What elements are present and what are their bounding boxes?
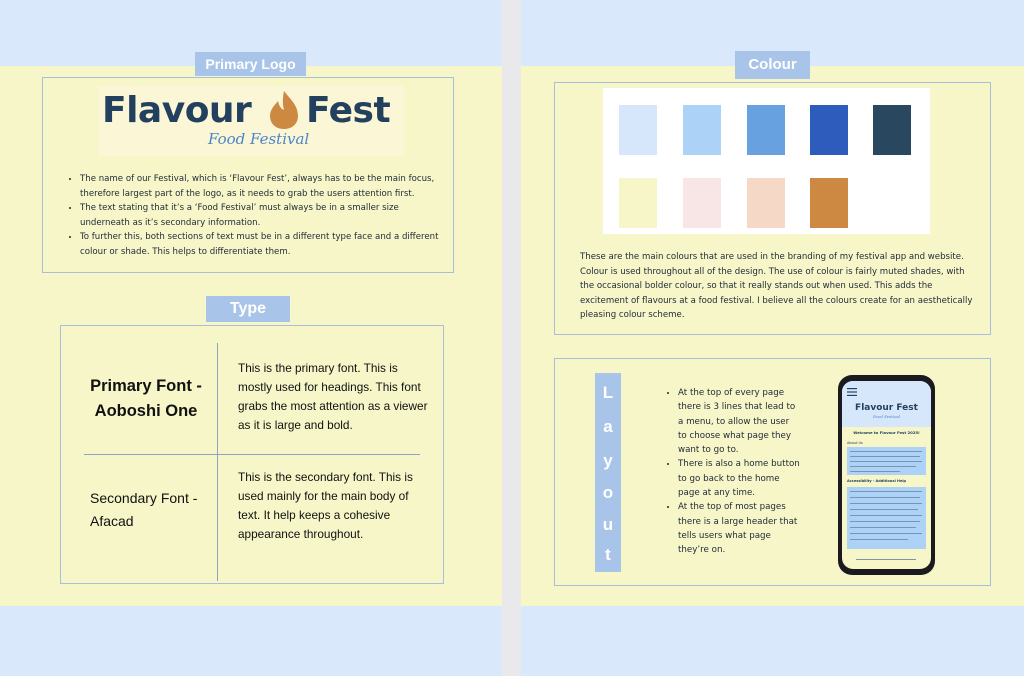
- menu-icon: [847, 388, 857, 396]
- bottom-band: [521, 606, 1024, 676]
- logo-word-fest: Fest: [306, 90, 391, 131]
- phone-access-heading: Accessibility - Additional Help: [847, 479, 907, 483]
- logo-word-flavour: Flavour: [102, 90, 252, 131]
- phone-about-block: [847, 447, 926, 475]
- colour-swatch: [810, 105, 848, 155]
- list-item: • To further this, both sections of text must be in a different type face and a different colour or shade. This helps to differentiate them.: [80, 230, 440, 259]
- secondary-font-label: Secondary Font - Afacad: [90, 490, 198, 529]
- type-tag: Type: [206, 296, 290, 322]
- phone-access-block: [847, 487, 926, 549]
- logo-title: [102, 90, 391, 131]
- colour-swatch: [619, 105, 657, 155]
- phone-logo: Flavour Fest: [855, 403, 918, 413]
- colour-description: These are the main colours that are used in the branding of my festival app and website. Colour is used throughout all of the design. The use of colour is fairly muted shades, with the occasional bolder colour, so that it really stands out when used. This adds the excitement of flavours at a food festival. I believe all the colours create for an aesthetically pleasing colour scheme.: [580, 252, 973, 321]
- layout-bullets: [660, 386, 800, 558]
- list-item: • At the top of every page there is 3 lines that lead to a menu, to allow the user to choose what page they want to go to.: [678, 386, 800, 457]
- layout-tag-letter: o: [602, 483, 614, 502]
- phone-footer-line: [856, 559, 916, 560]
- layout-tag-letter: t: [605, 545, 611, 564]
- colour-tag: Colour: [735, 51, 810, 79]
- layout-tag-letter: L: [602, 383, 614, 402]
- primary-font-label: Primary Font - Aoboshi One: [90, 377, 202, 420]
- flavour-fest-logo: [98, 86, 404, 156]
- phone-about-heading: About Us: [847, 441, 863, 445]
- colour-swatch: [619, 178, 657, 228]
- colour-swatch: [873, 105, 911, 155]
- type-divider-vertical: [217, 343, 218, 581]
- colour-swatch: [747, 178, 785, 228]
- logo-subtitle: Food Festival: [208, 130, 310, 148]
- list-item: • The name of our Festival, which is ‘Flavour Fest’, always has to be the main focus, therefore largest part of the logo, as it needs to grab the users attention first.: [80, 172, 440, 201]
- list-item: • The text stating that it’s a ‘Food Festival’ must always be in a smaller size underneath as it’s secondary information.: [80, 201, 440, 230]
- layout-tag-letter: y: [603, 451, 613, 470]
- primary-font-description: This is the primary font. This is mostly used for headings. This font grabs the most attention as a viewer as it is large and bold.: [238, 361, 428, 432]
- colour-swatch: [810, 178, 848, 228]
- flame-icon: [268, 90, 300, 130]
- phone-mockup: [838, 375, 935, 575]
- layout-tag: [595, 373, 621, 572]
- type-divider-horizontal: [84, 454, 420, 455]
- colour-swatch: [683, 178, 721, 228]
- phone-logo-sub: Food Festival: [873, 414, 900, 419]
- list-item: • There is also a home button to go back to the home page at any time.: [678, 457, 800, 500]
- layout-tag-letter: u: [602, 515, 614, 534]
- logo-bullets: [62, 172, 440, 260]
- primary-logo-tag: Primary Logo: [195, 52, 306, 76]
- bottom-band: [0, 606, 502, 676]
- colour-swatch: [683, 105, 721, 155]
- phone-screen: [842, 381, 931, 569]
- list-item: • At the top of most pages there is a large header that tells users what page they’re on.: [678, 500, 800, 557]
- phone-welcome: Welcome to Flavour Fest 2025!: [853, 430, 920, 435]
- colour-swatch: [747, 105, 785, 155]
- layout-tag-letter: a: [603, 417, 613, 436]
- secondary-font-description: This is the secondary font. This is used mainly for the main body of text. It help keeps a cohesive appearance throughout.: [238, 470, 413, 541]
